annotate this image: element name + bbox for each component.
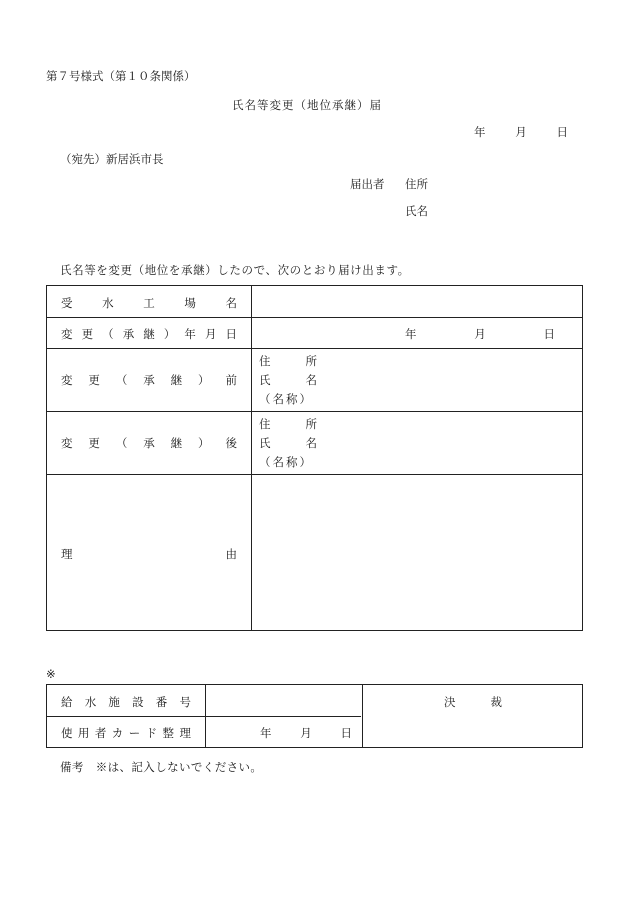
user-card-label: 使 用 者 カ ー ド 整 理 <box>61 726 191 740</box>
card-day: 日 <box>340 726 352 740</box>
after-name-line: 氏 名 <box>259 436 317 450</box>
user-card-date-field[interactable] <box>260 725 352 741</box>
date-line <box>474 124 568 140</box>
change-date-field[interactable] <box>405 326 555 342</box>
decision-stamp-area[interactable] <box>364 717 582 747</box>
before-corp-line: （名称） <box>259 392 313 406</box>
before-change-field[interactable] <box>259 352 317 409</box>
before-change-label: 変 更 （ 承 継 ） 前 <box>61 373 237 387</box>
notifier-label: 届出者 <box>350 177 385 191</box>
before-address-line: 住 所 <box>259 354 317 368</box>
office-use-mark: ※ <box>46 667 56 681</box>
main-table <box>46 285 583 631</box>
form-title: 氏名等変更（地位承継）届 <box>232 98 382 112</box>
reason-field[interactable] <box>253 476 582 630</box>
receiving-factory-field[interactable] <box>253 286 582 316</box>
note-text: 備考 ※は、記入しないでください。 <box>60 760 263 774</box>
before-name-line: 氏 名 <box>259 373 317 387</box>
after-corp-line: （名称） <box>259 455 313 469</box>
reason-label: 理 由 <box>61 547 237 561</box>
intro-text: 氏名等を変更（地位を承継）したので、次のとおり届け出ます。 <box>60 263 410 277</box>
water-facility-number-field[interactable] <box>207 685 361 715</box>
office-use-table <box>46 684 583 748</box>
receiving-factory-label: 受 水 工 場 名 <box>61 296 237 310</box>
water-facility-number-label: 給 水 施 設 番 号 <box>61 695 191 709</box>
change-month: 月 <box>474 327 486 341</box>
after-address-line: 住 所 <box>259 417 317 431</box>
change-year: 年 <box>405 327 417 341</box>
change-day: 日 <box>543 327 555 341</box>
after-change-field[interactable] <box>259 415 317 472</box>
after-change-label: 変 更 （ 承 継 ） 後 <box>61 436 237 450</box>
change-date-label: 変 更 （ 承 継 ） 年 月 日 <box>61 327 237 341</box>
month-label: 月 <box>515 125 527 139</box>
addressee: （宛先）新居浜市長 <box>60 152 164 166</box>
notifier-address-label: 住所 <box>405 177 428 191</box>
card-year: 年 <box>260 726 272 740</box>
year-label: 年 <box>474 125 486 139</box>
decision-label: 決 裁 <box>444 695 502 709</box>
day-label: 日 <box>556 125 568 139</box>
notifier-name-label: 氏名 <box>405 204 428 218</box>
card-month: 月 <box>300 726 312 740</box>
form-number: 第７号様式（第１０条関係） <box>46 69 196 83</box>
